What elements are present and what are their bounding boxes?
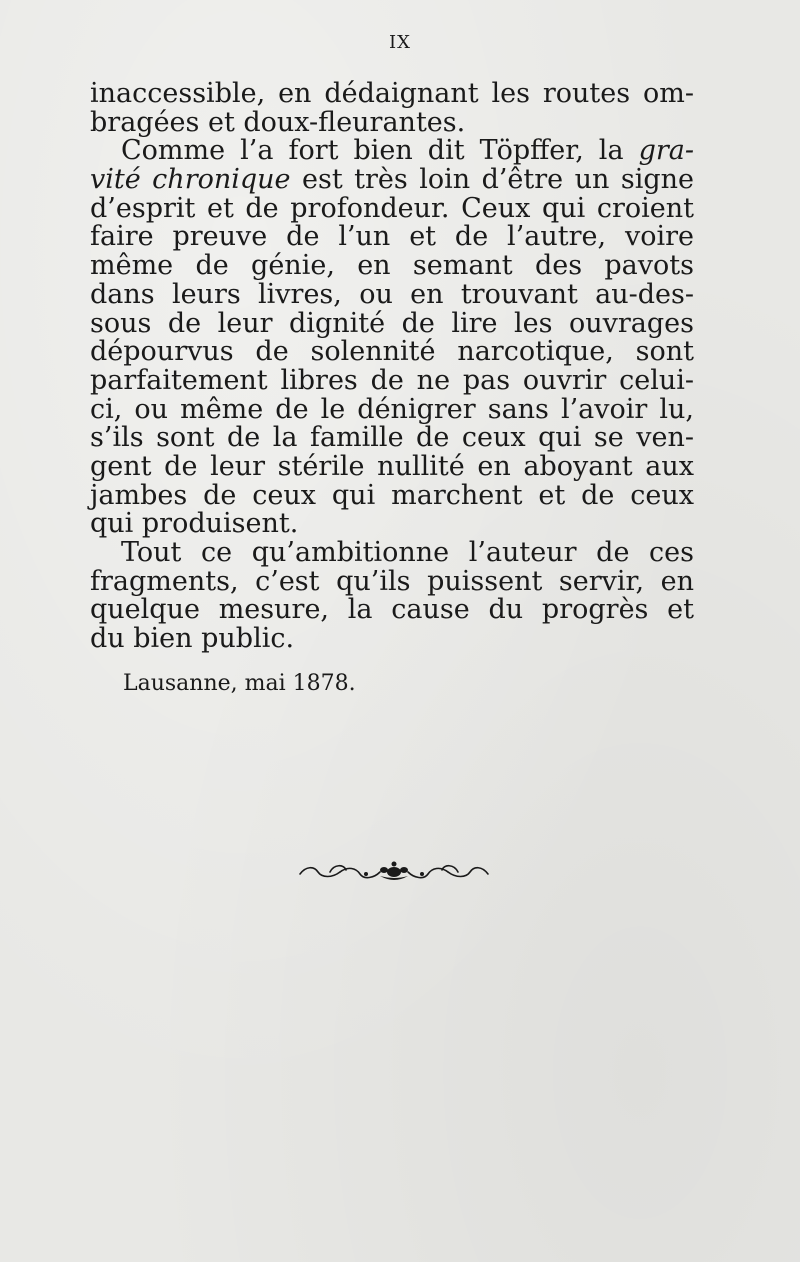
text-line: même de génie, en semant des pavots — [90, 250, 694, 282]
italic-fragment: vité chronique — [90, 164, 291, 196]
text-line: sous de leur dignité de lire les ouvrages — [90, 307, 694, 339]
text-line: bragées et doux-fleurantes. — [90, 106, 466, 138]
text-line — [90, 166, 694, 195]
text-line: qui produisent. — [90, 508, 299, 540]
text-line: parfaitement libres de ne pas ouvrir celui- — [90, 364, 694, 396]
text-line — [90, 137, 694, 166]
text-line: gent de leur stérile nullité en aboyant aux — [90, 450, 694, 482]
text-line: quelque mesure, la cause du progrès et — [90, 594, 694, 626]
text-fragment: est très loin d’être un signe — [290, 164, 694, 196]
text-line: inaccessible, en dédaignant les routes om- — [90, 78, 694, 109]
body-text — [90, 80, 694, 654]
text-line: d’esprit et de profondeur. Ceux qui croient — [90, 192, 694, 224]
text-line: fragments, c’est qu’ils puissent servir, en — [90, 565, 694, 597]
text-line: faire preuve de l’un et de l’autre, voire — [90, 221, 694, 253]
floral-ornament-icon — [296, 858, 492, 888]
text-line: Tout ce qu’ambitionne l’auteur de ces — [121, 537, 694, 568]
text-line: du bien public. — [90, 623, 295, 655]
text-line: s’ils sont de la famille de ceux qui se ven- — [90, 422, 694, 454]
page-number: IX — [389, 32, 411, 53]
text-line: dépourvus de solennité narcotique, sont — [90, 336, 694, 368]
text-line: ci, ou même de le dénigrer sans l’avoir lu, — [90, 393, 694, 425]
italic-fragment: gra- — [638, 135, 694, 167]
place-date-signature: Lausanne, mai 1878. — [123, 671, 356, 696]
text-line: jambes de ceux qui marchent et de ceux — [90, 479, 694, 511]
text-line: dans leurs livres, ou en trouvant au-des- — [90, 278, 694, 310]
text-fragment: Comme l’a fort bien dit Töpffer, la — [121, 135, 639, 167]
